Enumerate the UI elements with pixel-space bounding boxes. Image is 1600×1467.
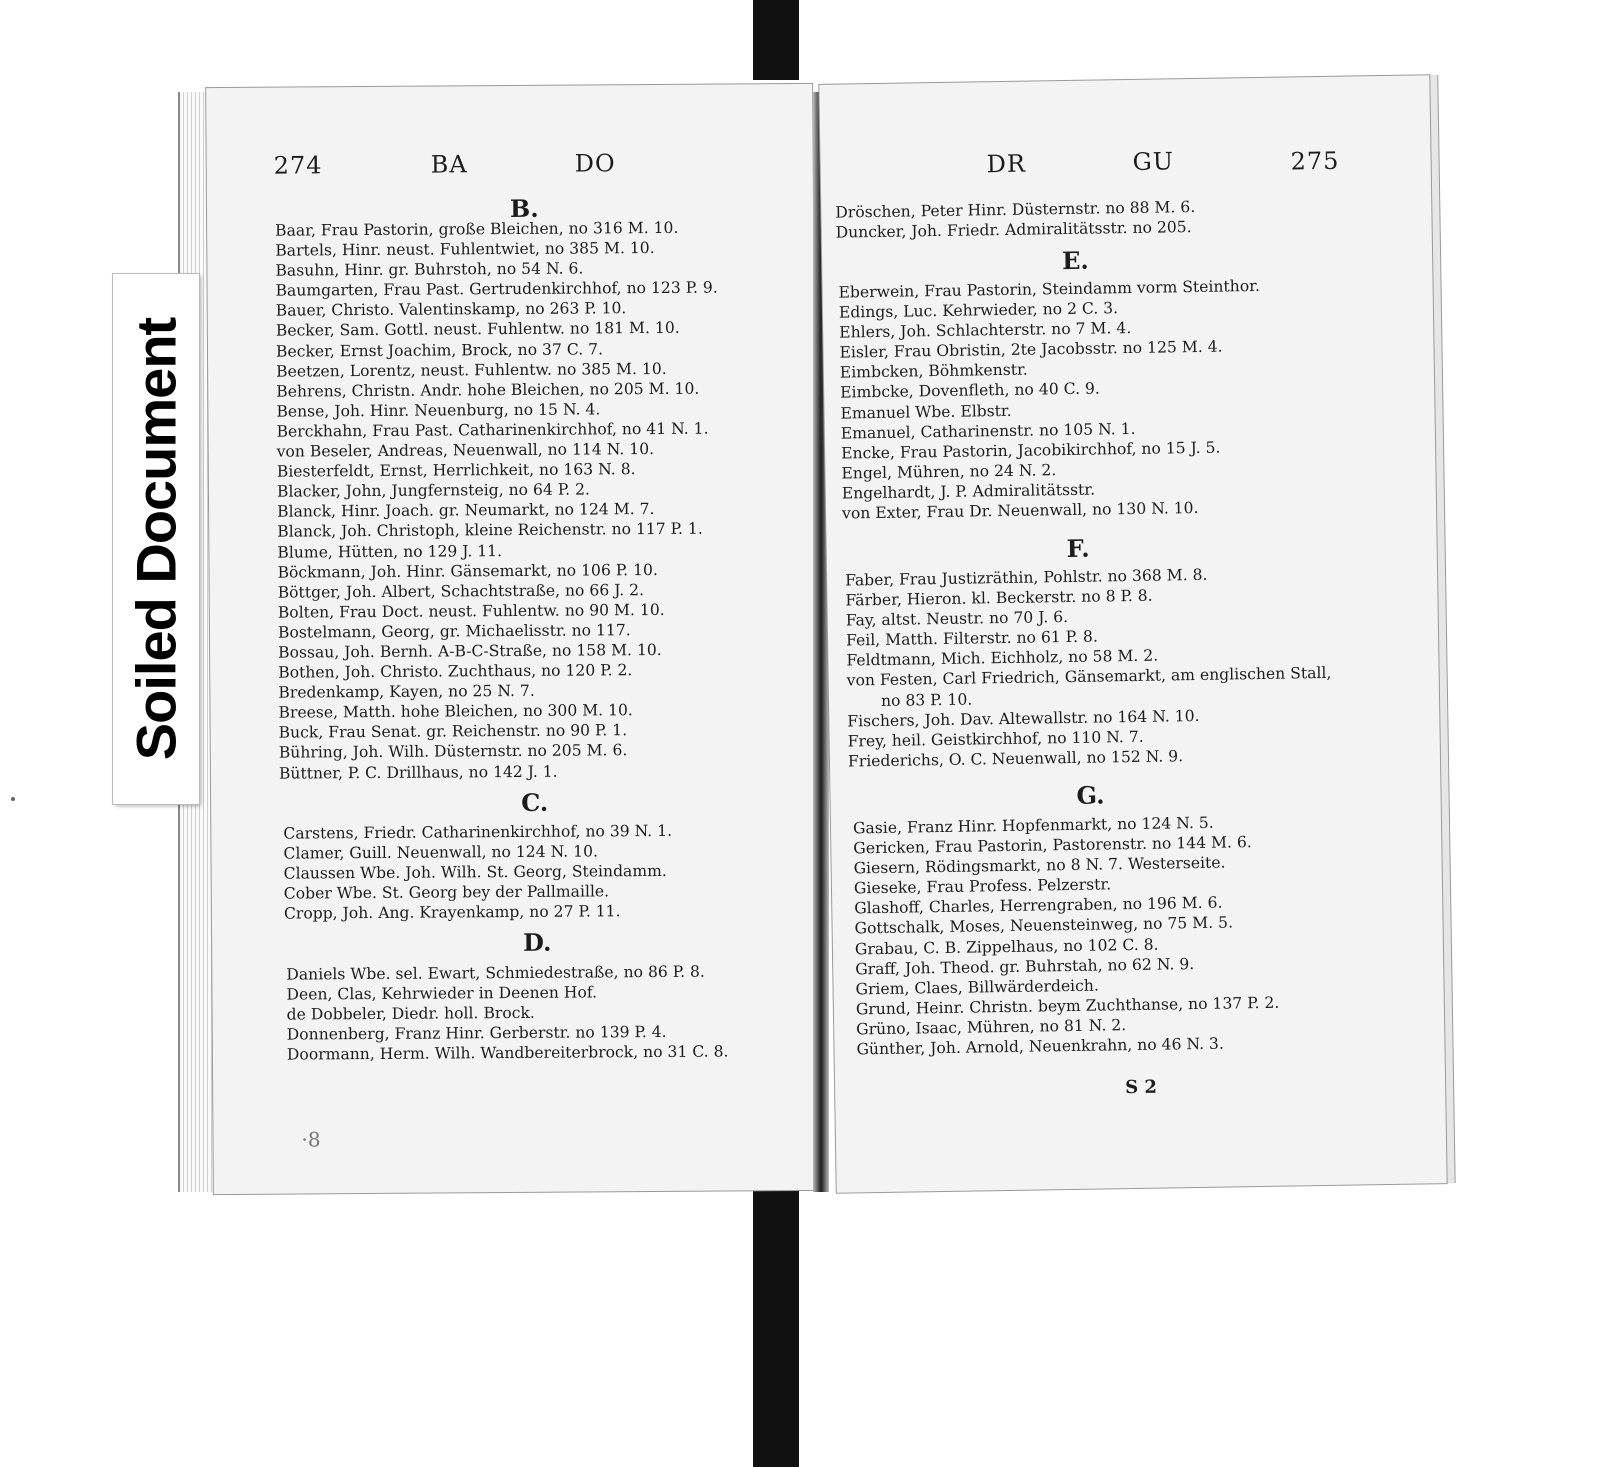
entry-list [835, 197, 1196, 243]
right-page [819, 75, 1446, 1192]
directory-entry: Edings, Luc. Kehrwieder, no 2 C. 3. [838, 299, 1119, 322]
directory-entry: Graff, Joh. Theod. gr. Buhrstah, no 62 N. 9. [855, 954, 1195, 979]
directory-entry: Bühring, Joh. Wilh. Düsternstr. no 205 M. 6. [278, 741, 628, 763]
directory-entry: Baumgarten, Frau Past. Gertrudenkirchhof, no 123 P. 9. [275, 278, 718, 300]
running-head-right-1: DR [986, 149, 1027, 179]
page-number-left: 274 [273, 151, 323, 180]
directory-entry: Gericken, Frau Pastorin, Pastorenstr. no 144 M. 6. [853, 833, 1252, 858]
entry-list [283, 821, 672, 924]
directory-entry: Doormann, Herm. Wilh. Wandbereiterbrock, no 31 C. 8. [286, 1042, 729, 1064]
directory-entry: Encke, Frau Pastorin, Jacobikirchhof, no 15 J. 5. [840, 438, 1221, 463]
directory-entry: Böckmann, Joh. Hinr. Gänsemarkt, no 106 P. 10. [277, 560, 658, 582]
directory-entry: Friederichs, O. C. Neuenwall, no 152 N. 9. [847, 747, 1184, 771]
section-letter: F. [1066, 533, 1090, 564]
directory-entry: Frey, heil. Geistkirchhof, no 110 N. 7. [847, 727, 1144, 751]
directory-entry: Eimbcken, Böhmkenstr. [839, 360, 1028, 382]
binding-gutter-top [753, 0, 799, 80]
directory-entry: von Beseler, Andreas, Neuenwall, no 114 N. 10. [276, 440, 655, 461]
entry-list [845, 563, 1333, 772]
directory-entry: Emanuel Wbe. Elbstr. [840, 401, 1012, 423]
directory-entry: Becker, Sam. Gottl. neust. Fuhlentw. no 181 M. 10. [275, 319, 680, 341]
directory-entry: Giesern, Rödingsmarkt, no 8 N. 7. Westerseite. [853, 853, 1226, 878]
directory-entry: no 83 P. 10. [880, 690, 973, 710]
left-page [206, 84, 820, 1194]
directory-entry: Bartels, Hinr. neust. Fuhlentwiet, no 385 M. 10. [275, 239, 655, 260]
directory-entry: Faber, Frau Justizräthin, Pohlstr. no 368 M. 8. [844, 565, 1208, 590]
directory-entry: Duncker, Joh. Friedr. Admiralitätsstr. no 205. [835, 218, 1192, 242]
directory-entry: Feldtmann, Mich. Eichholz, no 58 M. 2. [846, 646, 1159, 670]
directory-entry: Bothen, Joh. Christo. Zuchthaus, no 120 P. 2. [278, 661, 633, 682]
directory-entry: Bredenkamp, Kayen, no 25 N. 7. [278, 682, 535, 702]
speck [11, 797, 15, 801]
directory-entry: Gasie, Franz Hinr. Hopfenmarkt, no 124 N. 5. [852, 813, 1214, 838]
directory-entry: Glashoff, Charles, Herrengraben, no 196 M. 6. [854, 894, 1223, 918]
directory-entry: Böttger, Joh. Albert, Schachtstraße, no 66 J. 2. [277, 580, 645, 602]
section-letter: E. [1061, 245, 1090, 276]
directory-entry: Carstens, Friedr. Catharinenkirchhof, no 39 N. 1. [283, 821, 673, 843]
label-text: Soiled Document [124, 317, 188, 761]
directory-entry: Emanuel, Catharinenstr. no 105 N. 1. [840, 419, 1136, 443]
section-letter: C. [521, 787, 549, 817]
directory-entry: Behrens, Christn. Andr. hohe Bleichen, no 205 M. 10. [276, 379, 700, 401]
directory-entry: Büttner, P. C. Drillhaus, no 142 J. 1. [278, 762, 558, 783]
running-head-left-1: BA [430, 150, 468, 179]
section-letter: D. [523, 927, 552, 957]
directory-entry: Bolten, Frau Doct. neust. Fuhlentw. no 90 M. 10. [277, 600, 665, 622]
directory-entry: Cober Wbe. St. Georg bey der Pallmaille. [283, 882, 610, 903]
directory-entry: von Exter, Frau Dr. Neuenwall, no 130 N. 10. [841, 498, 1199, 523]
entry-list [286, 962, 728, 1066]
directory-entry: Buck, Frau Senat. gr. Reichenstr. no 90 P. 1. [278, 721, 628, 742]
directory-entry: Donnenberg, Franz Hinr. Gerberstr. no 139 P. 4. [286, 1023, 667, 1044]
directory-entry: Claussen Wbe. Joh. Wilh. St. Georg, Steindamm. [283, 862, 667, 883]
directory-entry: Baar, Frau Pastorin, große Bleichen, no 316 M. 10. [275, 218, 679, 240]
directory-entry: Grüno, Isaac, Mühren, no 81 N. 2. [856, 1016, 1127, 1039]
directory-entry: Dröschen, Peter Hinr. Düsternstr. no 88 M. 6. [835, 197, 1196, 222]
entry-list [838, 276, 1263, 524]
directory-entry: Blanck, Hinr. Joach. gr. Neumarkt, no 124 M. 7. [277, 500, 655, 521]
running-head-left-2: DO [574, 149, 616, 178]
running-head-right-2: GU [1132, 147, 1175, 176]
directory-entry: Gieseke, Frau Profess. Pelzerstr. [853, 875, 1112, 898]
directory-entry: Bauer, Christo. Valentinskamp, no 263 P. 10. [275, 299, 627, 321]
directory-entry: Berckhahn, Frau Past. Catharinenkirchhof, no 41 N. 1. [276, 419, 709, 441]
directory-entry: Ehlers, Joh. Schlachterstr. no 7 M. 4. [839, 319, 1132, 342]
directory-entry: Engel, Mühren, no 24 N. 2. [841, 461, 1057, 483]
directory-entry: Cropp, Joh. Ang. Krayenkamp, no 27 P. 11. [283, 902, 621, 923]
soiled-document-label [113, 274, 199, 804]
directory-entry: Griem, Claes, Billwärderdeich. [855, 976, 1099, 999]
directory-entry: Daniels Wbe. sel. Ewart, Schmiedestraße, no 86 P. 8. [286, 962, 705, 984]
catchword: S 2 [1124, 1076, 1158, 1099]
directory-entry: Bostelmann, Georg, gr. Michaelisstr. no 117. [277, 621, 631, 642]
page-number-right: 275 [1290, 146, 1340, 176]
directory-entry: Beetzen, Lorentz, neust. Fuhlentw. no 385 M. 10. [276, 359, 667, 381]
directory-entry: Blanck, Joh. Christoph, kleine Reichenstr. no 117 P. 1. [277, 520, 703, 542]
binding-gutter-bottom [753, 1185, 799, 1467]
pencil-mark: ·8 [301, 1127, 321, 1152]
directory-entry: Fay, altst. Neustr. no 70 J. 6. [845, 608, 1069, 630]
directory-entry: Eisler, Frau Obristin, 2te Jacobsstr. no 125 M. 4. [839, 337, 1223, 362]
directory-entry: Clamer, Guill. Neuenwall, no 124 N. 10. [283, 842, 599, 863]
directory-entry: Becker, Ernst Joachim, Brock, no 37 C. 7. [275, 339, 604, 361]
entry-list [853, 812, 1280, 1060]
directory-entry: Feil, Matth. Filterstr. no 61 P. 8. [845, 627, 1098, 650]
directory-entry: Färber, Hieron. kl. Beckerstr. no 8 P. 8. [845, 586, 1153, 610]
directory-entry: Engelhardt, J. P. Admiralitätsstr. [841, 480, 1096, 503]
section-letter: G. [1076, 780, 1105, 810]
directory-entry: Grabau, C. B. Zippelhaus, no 102 C. 8. [854, 935, 1159, 958]
directory-entry: Grund, Heinr. Christn. beym Zuchthanse, no 137 P. 2. [855, 993, 1280, 1019]
directory-entry: Bossau, Joh. Bernh. A-B-C-Straße, no 158 M. 10. [278, 640, 662, 662]
directory-entry: Deen, Clas, Kehrwieder in Deenen Hof. [286, 983, 598, 1004]
directory-entry: Breese, Matth. hohe Bleichen, no 300 M. 10. [278, 701, 633, 722]
directory-entry: Günther, Joh. Arnold, Neuenkrahn, no 46 N. 3. [856, 1034, 1224, 1059]
directory-entry: von Festen, Carl Friedrich, Gänsemarkt, am englischen Stall, [846, 664, 1332, 690]
directory-entry: Blacker, John, Jungfernsteig, no 64 P. 2. [276, 480, 590, 501]
directory-entry: Gottschalk, Moses, Neuensteinweg, no 75 M. 5. [854, 913, 1234, 938]
directory-entry: Basuhn, Hinr. gr. Buhrstoh, no 54 N. 6. [275, 259, 584, 280]
directory-entry: Eberwein, Frau Pastorin, Steindamm vorm Steinthor. [838, 276, 1260, 302]
entry-list [275, 218, 721, 784]
directory-entry: Blume, Hütten, no 129 J. 11. [277, 541, 503, 562]
directory-entry: Fischers, Joh. Dav. Altewallstr. no 164 N. 10. [847, 706, 1200, 731]
directory-entry: Bense, Joh. Hinr. Neuenburg, no 15 N. 4. [276, 400, 601, 421]
directory-entry: Eimbcke, Dovenfleth, no 40 C. 9. [840, 379, 1100, 403]
section-letter: B. [509, 193, 539, 224]
directory-entry: Biesterfeldt, Ernst, Herrlichkeit, no 163 N. 8. [276, 460, 636, 481]
directory-entry: de Dobbeler, Diedr. holl. Brock. [286, 1004, 535, 1024]
